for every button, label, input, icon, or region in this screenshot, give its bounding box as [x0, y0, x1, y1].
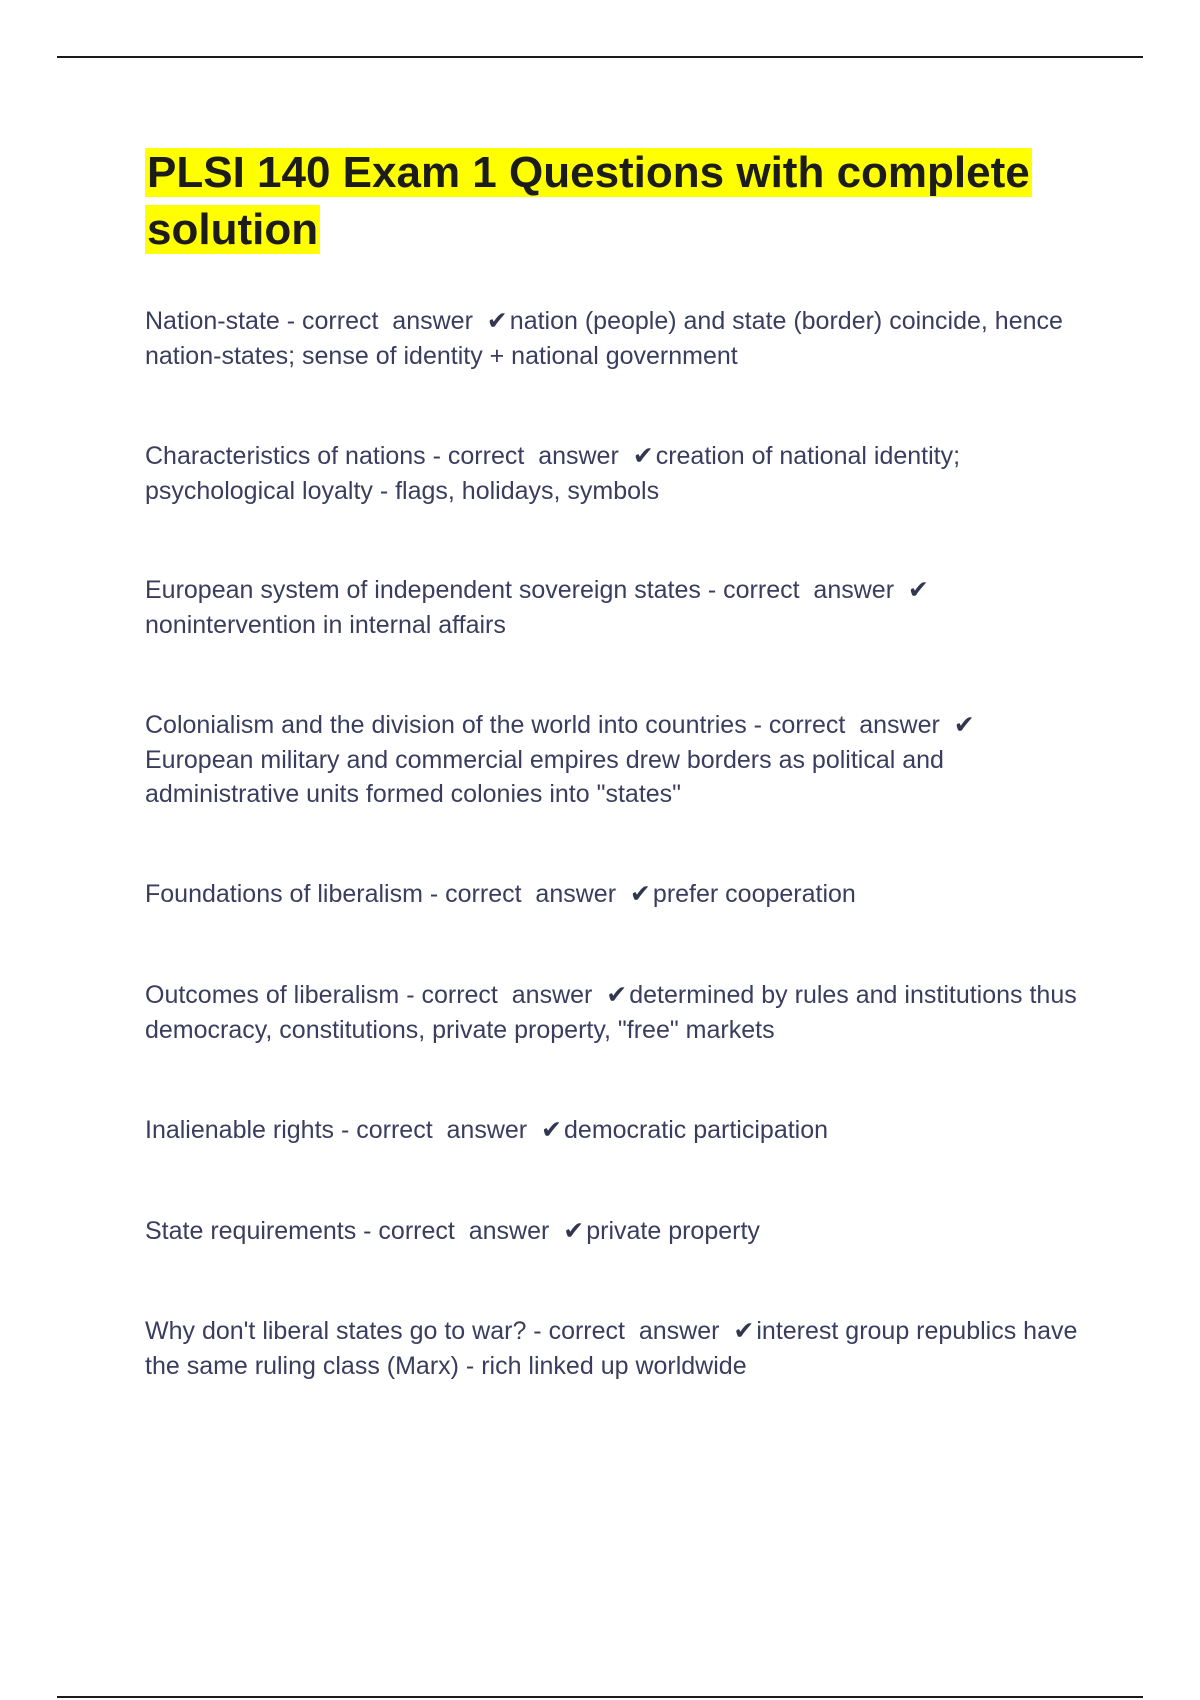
- qa-answer: interest group republics have the same ruling class (Marx) - rich linked up worldwide: [145, 1317, 1085, 1380]
- check-mark-icon: ✔: [632, 442, 654, 470]
- answer-marker: - correct answer: [356, 1217, 564, 1245]
- qa-item-state-requirements: [145, 1214, 1085, 1249]
- check-mark-icon: ✔: [563, 1217, 585, 1245]
- check-mark-icon: ✔: [606, 981, 628, 1009]
- qa-term: European system of independent sovereign states: [145, 576, 701, 604]
- qa-answer: nonintervention in internal affairs: [145, 610, 506, 639]
- check-mark-icon: ✔: [953, 711, 975, 739]
- qa-term: Outcomes of liberalism: [145, 981, 400, 1009]
- qa-answer: prefer cooperation: [652, 880, 856, 908]
- qa-item-inalienable-rights: [145, 1113, 1085, 1148]
- answer-marker: - correct answer: [279, 307, 487, 335]
- answer-marker: - correct answer: [425, 442, 633, 470]
- qa-term: Characteristics of nations: [145, 442, 426, 470]
- qa-term: Inalienable rights: [145, 1116, 335, 1144]
- answer-marker: - correct answer: [399, 981, 607, 1009]
- qa-term: Colonialism and the division of the world into countries: [145, 711, 747, 739]
- qa-item-colonialism: [145, 708, 1085, 812]
- answer-marker: - correct answer: [422, 880, 630, 908]
- qa-answer: creation of national identity; psychological loyalty - flags, holidays, symbols: [145, 442, 967, 505]
- answer-marker: - correct answer: [700, 576, 908, 604]
- answer-marker: - correct answer: [526, 1317, 734, 1345]
- qa-answer: determined by rules and institutions thus democracy, constitutions, private property, "free" markets: [145, 981, 1084, 1044]
- answer-marker: - correct answer: [746, 711, 954, 739]
- check-mark-icon: ✔: [629, 880, 651, 908]
- check-mark-icon: ✔: [541, 1116, 562, 1144]
- qa-term: Nation-state: [145, 307, 280, 335]
- check-mark-icon: ✔: [486, 307, 508, 335]
- answer-marker: - correct answer: [334, 1116, 542, 1144]
- qa-item-characteristics-of-nations: [145, 439, 1085, 508]
- document-title: [145, 144, 1045, 258]
- qa-answer: European military and commercial empires drew borders as political and administrative units formed colonies into "states": [145, 745, 951, 808]
- check-mark-icon: ✔: [907, 576, 929, 604]
- bottom-rule: [57, 1696, 1143, 1698]
- qa-item-foundations-of-liberalism: [145, 877, 1085, 912]
- qa-item-liberal-states-war: [145, 1314, 1085, 1383]
- title-highlight: PLSI 140 Exam 1 Questions with complete solution: [147, 148, 1030, 254]
- qa-answer: private property: [586, 1217, 760, 1245]
- check-mark-icon: ✔: [733, 1317, 755, 1345]
- qa-answer: nation (people) and state (border) coincide, hence nation-states; sense of identity + national government: [145, 307, 1070, 370]
- qa-item-nation-state: [145, 304, 1085, 373]
- qa-term: Foundations of liberalism: [145, 880, 423, 908]
- qa-term: State requirements: [145, 1217, 357, 1245]
- qa-answer: democratic participation: [564, 1116, 829, 1144]
- qa-term: Why don't liberal states go to war?: [145, 1317, 527, 1345]
- qa-item-outcomes-of-liberalism: [145, 978, 1085, 1047]
- qa-item-european-system: [145, 573, 1085, 642]
- top-rule: [57, 56, 1143, 58]
